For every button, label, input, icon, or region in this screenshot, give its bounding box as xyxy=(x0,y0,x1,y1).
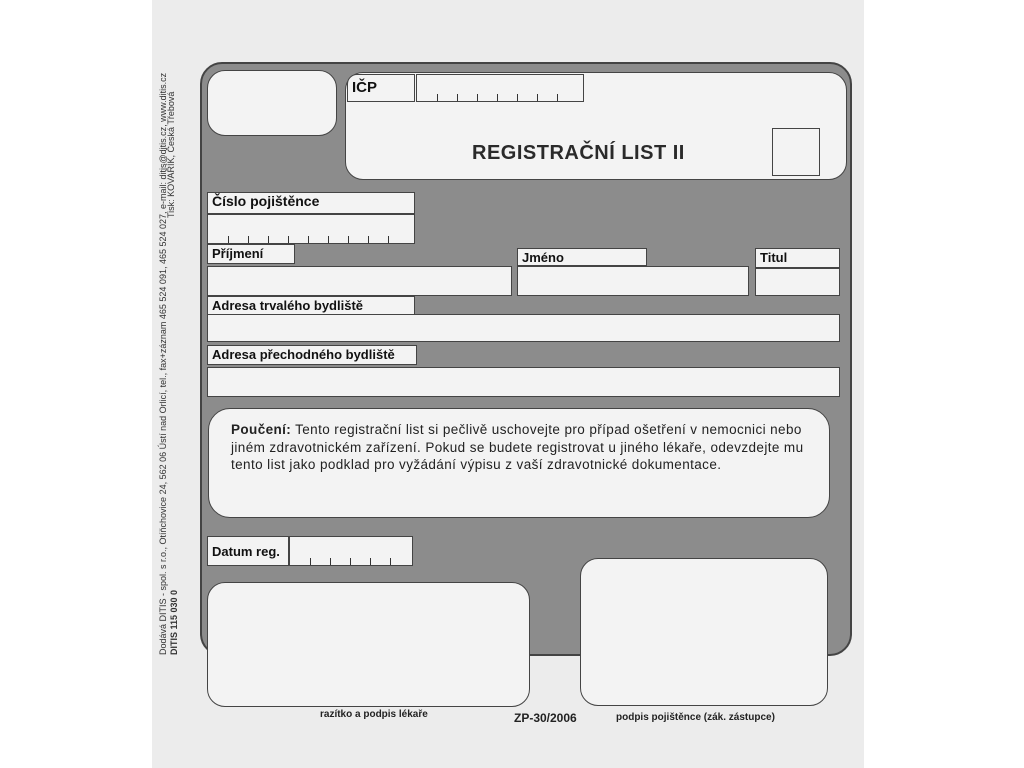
cislo-pojistence-label: Číslo pojištěnce xyxy=(207,192,415,214)
podpis-label: podpis pojištěnce (zák. zástupce) xyxy=(616,712,775,723)
pouceni-text: Tento registrační list si pečlivě uschovejte pro případ ošetření v nemocnici nebo jiném zdravotnickém zařízení. Pokud se budete registrovat u jiného lékaře, odevzdejte mu tento list jako podklad pro vyžádání výpisu z vaší zdravotnické dokumentace. xyxy=(231,422,804,472)
podpis-box[interactable] xyxy=(580,558,828,706)
titul-label: Titul xyxy=(755,248,840,268)
icp-field[interactable] xyxy=(416,74,584,102)
razitko-label: razítko a podpis lékaře xyxy=(320,709,428,720)
jmeno-field[interactable] xyxy=(517,266,749,296)
printer-info: Tisk: KOVAŘÍK, Česká Třebová xyxy=(166,91,176,218)
adresa-trvale-field[interactable] xyxy=(207,314,840,342)
prijmeni-label: Příjmení xyxy=(207,244,295,264)
cislo-pojistence-field[interactable] xyxy=(207,214,415,244)
form-code: ZP-30/2006 xyxy=(514,711,577,725)
datum-reg-field[interactable] xyxy=(289,536,413,566)
checkbox-square[interactable] xyxy=(772,128,820,176)
publisher-address: Dodává DITIS - spol. s r.o., Otíňchovice 24, 562 06 Ústí nad Orlicí, tel., fax+záznam 465 524 091, 465 524 027, e-mail: ditis@ditis.cz, www.ditis.cz xyxy=(158,72,168,655)
icp-label: IČP xyxy=(347,74,415,102)
prijmeni-field[interactable] xyxy=(207,266,512,296)
titul-field[interactable] xyxy=(755,268,840,296)
jmeno-label: Jméno xyxy=(517,248,647,266)
adresa-prechodne-field[interactable] xyxy=(207,367,840,397)
form-title: REGISTRAČNÍ LIST II xyxy=(472,142,685,164)
razitko-box[interactable] xyxy=(207,582,530,707)
adresa-trvale-label: Adresa trvalého bydliště xyxy=(207,296,415,316)
stamp-box-top[interactable] xyxy=(207,70,337,136)
pouceni-heading: Poučení: xyxy=(231,422,292,437)
pouceni-notice xyxy=(208,408,830,518)
form-catalog-number: DITIS 115 030 0 xyxy=(169,589,179,655)
adresa-prechodne-label: Adresa přechodného bydliště xyxy=(207,345,417,365)
datum-reg-label: Datum reg. xyxy=(207,536,289,566)
